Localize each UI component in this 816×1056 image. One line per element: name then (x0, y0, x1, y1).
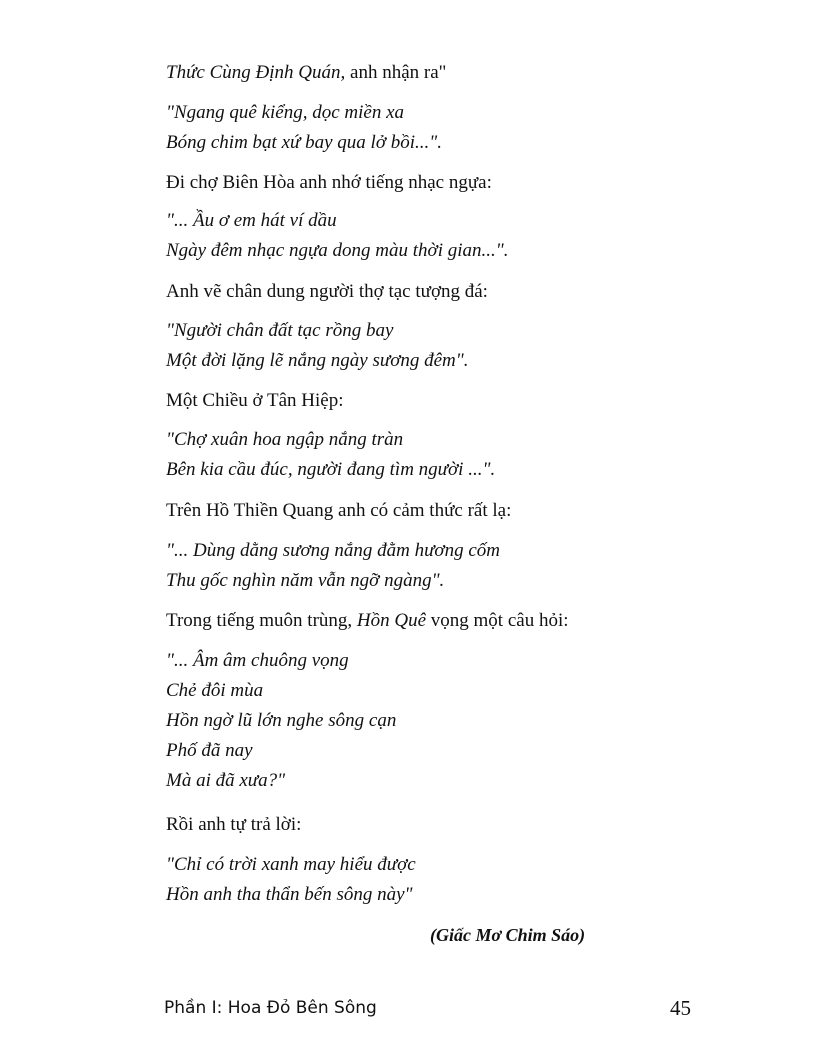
quote-line (166, 346, 726, 376)
quote-3 (166, 316, 726, 376)
page-number: 45 (670, 996, 691, 1020)
text-segment: vọng một câu hỏi: (426, 610, 569, 631)
quote-line (166, 706, 726, 736)
text-segment: Thức Cùng Định Quán, (166, 62, 346, 83)
text-segment: Một Chiều ở Tân Hiệp: (166, 390, 344, 411)
text-segment: Trong tiếng muôn trùng, (166, 610, 357, 631)
text-segment: Đi chợ Biên Hòa anh nhớ tiếng nhạc ngựa: (166, 172, 492, 193)
footer-section-title: Phần I: Hoa Đỏ Bên Sông (164, 998, 377, 1018)
text-segment: Bên kia cầu đúc, người đang tìm người ...". (166, 459, 496, 480)
text-segment: Một đời lặng lẽ nắng ngày sương đêm". (166, 350, 469, 371)
quote-line (166, 98, 726, 128)
text-segment: Bóng chim bạt xứ bay qua lở bồi...". (166, 132, 442, 153)
quote-6 (166, 646, 726, 796)
text-segment: Rồi anh tự trả lời: (166, 814, 302, 835)
text-segment: "... Dùng dằng sương nắng đằm hương cốm (166, 540, 500, 561)
text-segment: anh nhận ra" (345, 62, 447, 83)
quote-line (166, 676, 726, 706)
paragraph-bien-hoa (166, 168, 726, 198)
text-segment: Phố đã nay (166, 740, 253, 761)
text-line (166, 496, 726, 526)
quote-line (166, 766, 726, 796)
paragraph-intro (166, 58, 726, 88)
quote-4 (166, 425, 726, 485)
paragraph-hon-que (166, 606, 726, 636)
quote-line (166, 566, 726, 596)
text-segment: Hồn Quê (356, 610, 427, 631)
quote-line (166, 236, 726, 266)
paragraph-thien-quang (166, 496, 726, 526)
text-segment: Thu gốc nghìn năm vẫn ngỡ ngàng". (166, 570, 445, 591)
quote-line (166, 736, 726, 766)
text-line (166, 810, 726, 840)
text-segment: "Chỉ có trời xanh may hiểu được (166, 854, 416, 875)
text-segment: "Người chân đất tạc rồng bay (166, 320, 394, 341)
text-line (166, 277, 726, 307)
quote-line (166, 536, 726, 566)
text-segment: "Ngang quê kiểng, dọc miền xa (166, 102, 405, 123)
quote-line (166, 206, 726, 236)
attribution: (Giấc Mơ Chim Sáo) (430, 925, 586, 945)
paragraph-tan-hiep (166, 386, 726, 416)
quote-line (166, 128, 726, 158)
quote-1 (166, 98, 726, 158)
text-segment: Ngày đêm nhạc ngựa dong màu thời gian...". (166, 240, 509, 261)
text-segment: Anh vẽ chân dung người thợ tạc tượng đá: (166, 281, 488, 302)
text-line (166, 606, 726, 636)
text-segment: Chẻ đôi mùa (166, 680, 264, 701)
text-segment: Hồn anh tha thẩn bến sông này" (166, 884, 413, 905)
text-segment: "... Ầu ơ em hát ví dầu (166, 210, 337, 231)
quote-2 (166, 206, 726, 266)
quote-line (166, 455, 726, 485)
quote-line (166, 880, 726, 910)
text-segment: "... Âm âm chuông vọng (166, 650, 349, 671)
text-segment: Trên Hồ Thiền Quang anh có cảm thức rất lạ: (166, 500, 512, 521)
quote-line (166, 316, 726, 346)
quote-line (166, 646, 726, 676)
quote-5 (166, 536, 726, 596)
quote-line (166, 850, 726, 880)
text-segment: "Chợ xuân hoa ngập nắng tràn (166, 429, 404, 450)
paragraph-answer (166, 810, 726, 840)
text-segment: Mà ai đã xưa?" (166, 770, 286, 791)
text-line (166, 58, 726, 88)
quote-7 (166, 850, 726, 910)
quote-line (166, 425, 726, 455)
paragraph-portrait (166, 277, 726, 307)
text-line (166, 386, 726, 416)
text-segment: Hồn ngờ lũ lớn nghe sông cạn (166, 710, 397, 731)
text-line (166, 168, 726, 198)
